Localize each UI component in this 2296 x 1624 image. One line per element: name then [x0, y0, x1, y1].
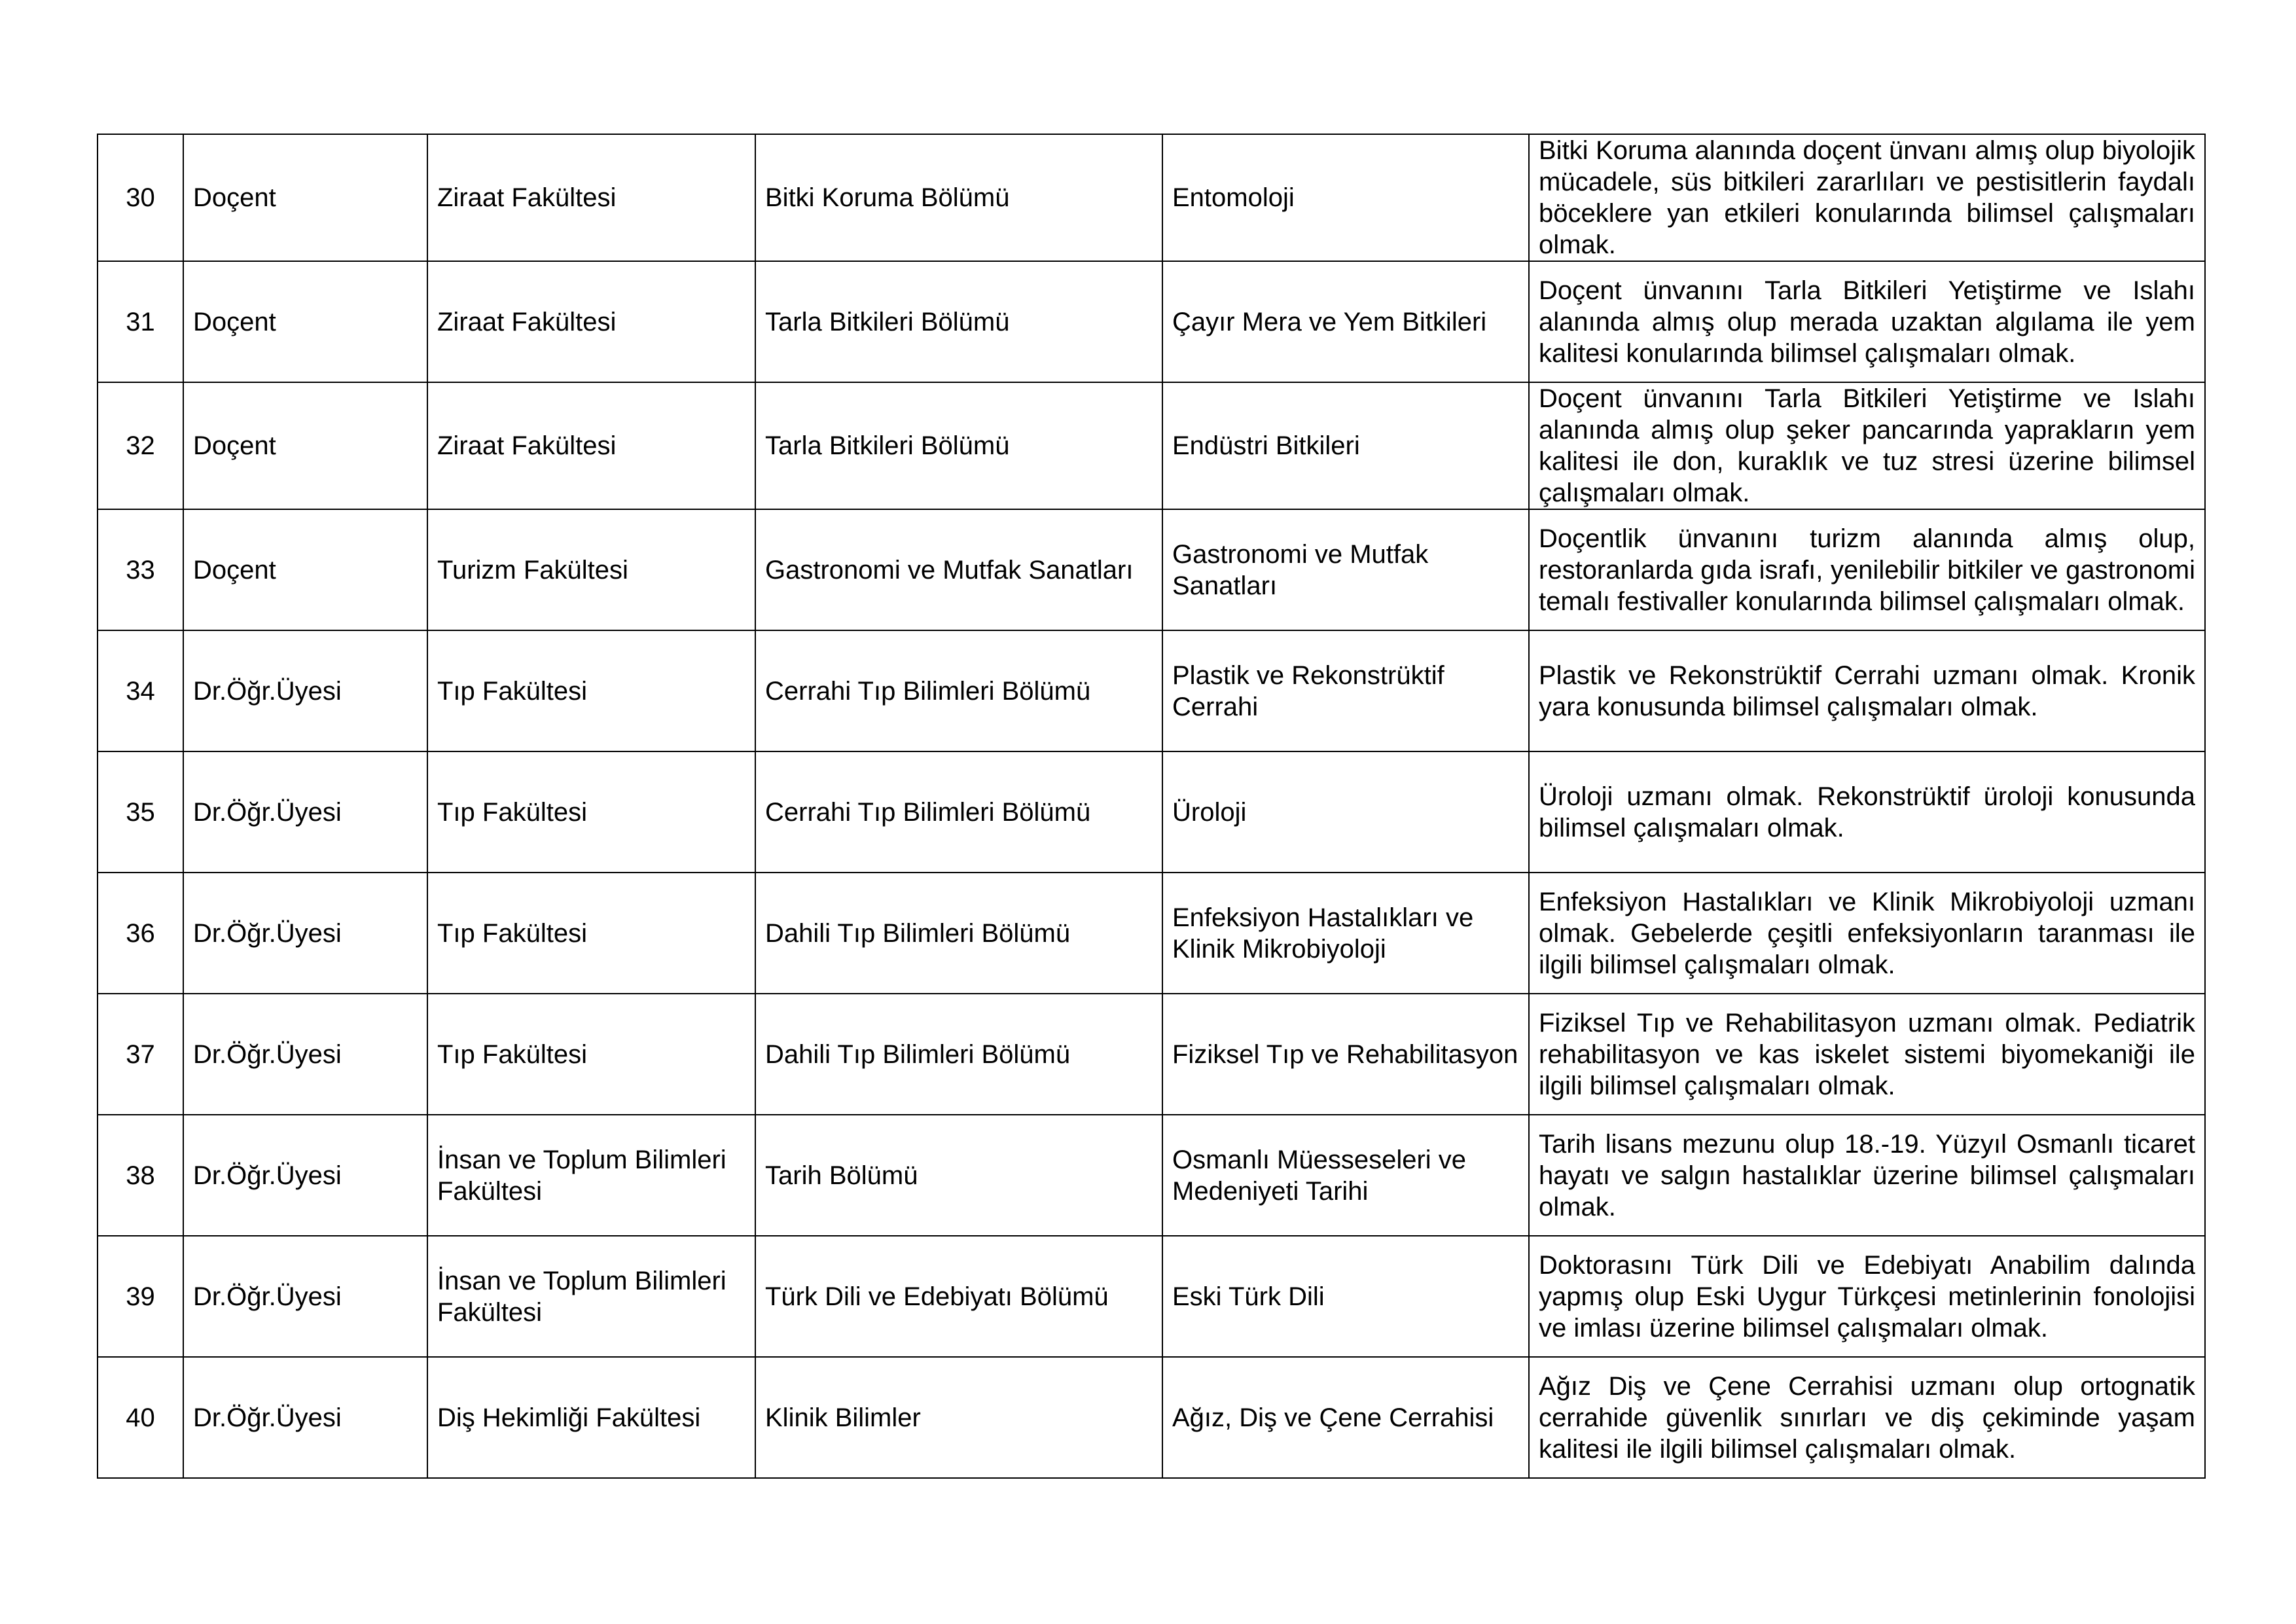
- field: Enfeksiyon Hastalıkları ve Klinik Mikrobiyoloji: [1162, 873, 1529, 994]
- row-number: 35: [98, 751, 183, 873]
- field: Üroloji: [1162, 751, 1529, 873]
- field: Endüstri Bitkileri: [1162, 382, 1529, 509]
- table-row: [98, 509, 2205, 630]
- academic-title: Dr.Öğr.Üyesi: [183, 1357, 427, 1478]
- table-row: [98, 382, 2205, 509]
- row-number: 38: [98, 1115, 183, 1236]
- requirement: Doçent ünvanını Tarla Bitkileri Yetiştirme ve Islahı alanında almış olup merada uzaktan algılama ile yem kalitesi konularında bilimsel çalışmaları olmak.: [1529, 261, 2205, 382]
- row-number: 30: [98, 134, 183, 261]
- department: Cerrahi Tıp Bilimleri Bölümü: [755, 630, 1162, 751]
- row-number: 32: [98, 382, 183, 509]
- field: Gastronomi ve Mutfak Sanatları: [1162, 509, 1529, 630]
- requirement: Bitki Koruma alanında doçent ünvanı almış olup biyolojik mücadele, süs bitkileri zararlıları ve pestisitlerin faydalı böceklere yan etkileri konularında bilimsel çalışmaları olmak.: [1529, 134, 2205, 261]
- field: Eski Türk Dili: [1162, 1236, 1529, 1357]
- field: Ağız, Diş ve Çene Cerrahisi: [1162, 1357, 1529, 1478]
- academic-title: Dr.Öğr.Üyesi: [183, 1115, 427, 1236]
- department: Türk Dili ve Edebiyatı Bölümü: [755, 1236, 1162, 1357]
- requirement: Doçent ünvanını Tarla Bitkileri Yetiştirme ve Islahı alanında almış olup şeker pancarında yaprakların yem kalitesi ile don, kuraklık ve tuz stresi üzerine bilimsel çalışmaları olmak.: [1529, 382, 2205, 509]
- table-row: [98, 873, 2205, 994]
- faculty: Tıp Fakültesi: [427, 994, 755, 1115]
- faculty: Tıp Fakültesi: [427, 873, 755, 994]
- department: Tarih Bölümü: [755, 1115, 1162, 1236]
- requirement: Doktorasını Türk Dili ve Edebiyatı Anabilim dalında yapmış olup Eski Uygur Türkçesi metinlerinin fonolojisi ve imlası üzerine bilimsel çalışmaları olmak.: [1529, 1236, 2205, 1357]
- department: Bitki Koruma Bölümü: [755, 134, 1162, 261]
- table-row: [98, 261, 2205, 382]
- faculty: Ziraat Fakültesi: [427, 134, 755, 261]
- department: Tarla Bitkileri Bölümü: [755, 382, 1162, 509]
- faculty: Diş Hekimliği Fakültesi: [427, 1357, 755, 1478]
- faculty: Tıp Fakültesi: [427, 751, 755, 873]
- requirement: Tarih lisans mezunu olup 18.-19. Yüzyıl Osmanlı ticaret hayatı ve salgın hastalıklar üzerine bilimsel çalışmaları olmak.: [1529, 1115, 2205, 1236]
- requirement: Doçentlik ünvanını turizm alanında almış olup, restoranlarda gıda israfı, yenilebilir bitkiler ve gastronomi temalı festivaller konularında bilimsel çalışmaları olmak.: [1529, 509, 2205, 630]
- faculty: Turizm Fakültesi: [427, 509, 755, 630]
- faculty: İnsan ve Toplum Bilimleri Fakültesi: [427, 1115, 755, 1236]
- faculty: Ziraat Fakültesi: [427, 261, 755, 382]
- table-row: [98, 1236, 2205, 1357]
- academic-title: Dr.Öğr.Üyesi: [183, 1236, 427, 1357]
- department: Klinik Bilimler: [755, 1357, 1162, 1478]
- faculty: Tıp Fakültesi: [427, 630, 755, 751]
- academic-title: Doçent: [183, 134, 427, 261]
- academic-title: Dr.Öğr.Üyesi: [183, 994, 427, 1115]
- requirement: Ağız Diş ve Çene Cerrahisi uzmanı olup ortognatik cerrahide güvenlik sınırları ve diş çekiminde yaşam kalitesi ile ilgili bilimsel çalışmaları olmak.: [1529, 1357, 2205, 1478]
- row-number: 39: [98, 1236, 183, 1357]
- department: Dahili Tıp Bilimleri Bölümü: [755, 994, 1162, 1115]
- table-row: [98, 1357, 2205, 1478]
- faculty: İnsan ve Toplum Bilimleri Fakültesi: [427, 1236, 755, 1357]
- department: Tarla Bitkileri Bölümü: [755, 261, 1162, 382]
- field: Entomoloji: [1162, 134, 1529, 261]
- requirement: Üroloji uzmanı olmak. Rekonstrüktif üroloji konusunda bilimsel çalışmaları olmak.: [1529, 751, 2205, 873]
- department: Cerrahi Tıp Bilimleri Bölümü: [755, 751, 1162, 873]
- table-row: [98, 994, 2205, 1115]
- row-number: 40: [98, 1357, 183, 1478]
- department: Dahili Tıp Bilimleri Bölümü: [755, 873, 1162, 994]
- row-number: 37: [98, 994, 183, 1115]
- table-row: [98, 1115, 2205, 1236]
- academic-title: Dr.Öğr.Üyesi: [183, 751, 427, 873]
- requirement: Plastik ve Rekonstrüktif Cerrahi uzmanı olmak. Kronik yara konusunda bilimsel çalışmaları olmak.: [1529, 630, 2205, 751]
- table-row: [98, 134, 2205, 261]
- table-row: [98, 630, 2205, 751]
- academic-title: Dr.Öğr.Üyesi: [183, 630, 427, 751]
- academic-title: Doçent: [183, 509, 427, 630]
- field: Fiziksel Tıp ve Rehabilitasyon: [1162, 994, 1529, 1115]
- table-row: [98, 751, 2205, 873]
- academic-title: Doçent: [183, 382, 427, 509]
- academic-title: Doçent: [183, 261, 427, 382]
- field: Osmanlı Müesseseleri ve Medeniyeti Tarihi: [1162, 1115, 1529, 1236]
- field: Çayır Mera ve Yem Bitkileri: [1162, 261, 1529, 382]
- requirement: Fiziksel Tıp ve Rehabilitasyon uzmanı olmak. Pediatrik rehabilitasyon ve kas iskelet sistemi biyomekaniği ile ilgili bilimsel çalışmaları olmak.: [1529, 994, 2205, 1115]
- row-number: 31: [98, 261, 183, 382]
- row-number: 36: [98, 873, 183, 994]
- department: Gastronomi ve Mutfak Sanatları: [755, 509, 1162, 630]
- academic-title: Dr.Öğr.Üyesi: [183, 873, 427, 994]
- requirement: Enfeksiyon Hastalıkları ve Klinik Mikrobiyoloji uzmanı olmak. Gebelerde çeşitli enfeksiyonların taranması ile ilgili bilimsel çalışmaları olmak.: [1529, 873, 2205, 994]
- faculty: Ziraat Fakültesi: [427, 382, 755, 509]
- staff-position-table: [97, 134, 2206, 1479]
- row-number: 34: [98, 630, 183, 751]
- field: Plastik ve Rekonstrüktif Cerrahi: [1162, 630, 1529, 751]
- row-number: 33: [98, 509, 183, 630]
